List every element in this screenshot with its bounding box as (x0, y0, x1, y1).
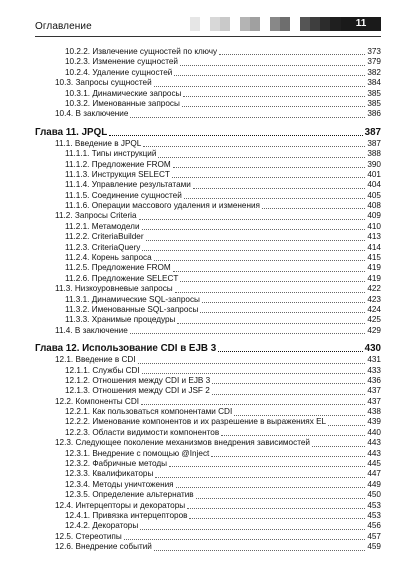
dot-leader (140, 529, 365, 530)
toc-entry-page: 424 (367, 304, 381, 314)
toc-entry (35, 305, 381, 315)
toc-entry (35, 78, 381, 88)
dot-leader (180, 65, 365, 66)
toc-entry-page: 445 (367, 459, 381, 469)
toc-entry-title: 10.4. В заключение (55, 109, 129, 119)
toc-entry-title: 12.3.2. Фабричные методы (65, 459, 168, 469)
toc-entry-title: 12.3.5. Определение альтернатив (65, 490, 194, 500)
toc-entry-title: 12.4.1. Привязка интерцепторов (65, 511, 188, 520)
toc-entry-page: 384 (367, 78, 381, 88)
toc-entry-title: 12.5. Стереотипы (55, 531, 122, 541)
toc-entry-page: 443 (367, 438, 381, 448)
toc-entry (35, 386, 381, 396)
dot-leader (169, 466, 365, 467)
dot-leader (173, 167, 366, 168)
toc-entry-page: 453 (367, 500, 381, 510)
toc-entry-title: 12.3.3. Квалификаторы (65, 469, 154, 479)
toc-entry-page: 459 (367, 542, 381, 552)
toc-entry-page: 422 (367, 284, 381, 294)
toc-entry-page: 440 (367, 427, 381, 437)
toc-entry-title: 12.3. Следующее поколение механизмов внедрения зависимостей (55, 438, 310, 448)
toc-entry-title: 11.4. В заключение (55, 325, 128, 335)
toc-entry (35, 89, 381, 99)
dot-leader (312, 446, 365, 447)
toc-entry (35, 542, 381, 552)
dot-leader (221, 435, 365, 436)
toc-entry-page: 388 (367, 149, 381, 159)
toc-entry (35, 222, 381, 232)
dot-leader (234, 415, 365, 416)
toc-entry-title: 10.3.1. Динамические запросы (65, 88, 182, 98)
dot-leader (175, 292, 366, 293)
toc-entry (35, 263, 381, 273)
toc-entry-title: 11.1. Введение в JPQL (55, 138, 142, 148)
toc-entry-page: 408 (367, 201, 381, 211)
table-of-contents (35, 47, 381, 553)
dot-leader (154, 550, 365, 551)
toc-entry-page: 415 (367, 253, 381, 263)
toc-entry-page: 386 (367, 109, 381, 119)
toc-entry (35, 170, 381, 180)
toc-entry-title: 11.3.2. Именованные SQL-запросы (65, 304, 199, 314)
dot-leader (130, 117, 365, 118)
dot-leader (130, 333, 366, 334)
dot-leader (211, 456, 365, 457)
dot-leader (158, 157, 365, 158)
toc-entry-page: 447 (367, 469, 381, 479)
toc-chapter-entry (35, 342, 381, 355)
toc-entry-title: 10.3. Запросы сущностей (55, 78, 152, 88)
dot-leader (141, 404, 365, 405)
toc-entry (35, 366, 381, 376)
dot-leader (180, 281, 365, 282)
toc-entry-page: 379 (367, 57, 381, 67)
toc-entry (35, 180, 381, 190)
toc-entry (35, 139, 381, 149)
toc-entry (35, 490, 381, 500)
dot-leader (196, 498, 366, 499)
toc-entry-title: 10.2.3. Изменение сущностей (65, 57, 179, 67)
toc-entry-title: 12.1. Введение в CDI (55, 355, 136, 365)
toc-entry (35, 109, 381, 119)
dot-leader (155, 477, 365, 478)
toc-entry-title: 12.2.2. Именование компонентов и их разрешение в выражениях EL (65, 417, 327, 427)
toc-entry-page: 457 (367, 531, 381, 541)
toc-entry-title: Глава 12. Использование CDI в EJB 3 (35, 343, 217, 355)
dot-leader (218, 351, 362, 352)
toc-entry (35, 418, 381, 428)
toc-entry-title: 12.1.1. Службы CDI (65, 365, 140, 375)
dot-leader (183, 96, 365, 97)
dot-leader (212, 394, 366, 395)
page-header (0, 0, 415, 40)
toc-entry-title: 11.2.3. CriteriaQuery (65, 242, 141, 252)
toc-entry-page: 387 (367, 138, 381, 148)
toc-entry-page: 453 (367, 511, 381, 520)
toc-entry (35, 68, 381, 78)
toc-entry (35, 284, 381, 294)
dot-leader (142, 229, 366, 230)
toc-entry-page: 438 (367, 407, 381, 417)
dot-leader (328, 425, 365, 426)
toc-entry-title: 11.2. Запросы Criteria (55, 211, 137, 221)
toc-entry-page: 437 (367, 386, 381, 396)
toc-entry-page: 401 (367, 169, 381, 179)
toc-entry-page: 439 (367, 417, 381, 427)
toc-entry-page: 433 (367, 365, 381, 375)
toc-entry (35, 243, 381, 253)
toc-entry (35, 57, 381, 67)
toc-entry (35, 438, 381, 448)
dot-leader (193, 188, 365, 189)
dot-leader (177, 323, 365, 324)
header-rule (35, 36, 381, 37)
toc-entry-title: 12.1.2. Отношения между CDI и EJB 3 (65, 375, 211, 385)
toc-entry (35, 449, 381, 459)
toc-entry (35, 469, 381, 479)
dot-leader (146, 240, 366, 241)
dot-leader (184, 198, 366, 199)
page-number: 11 (341, 17, 381, 31)
toc-entry-title: 11.2.4. Корень запроса (65, 253, 152, 263)
toc-entry-title: Глава 11. JPQL (35, 126, 108, 138)
toc-entry (35, 501, 381, 511)
toc-entry-page: 405 (367, 190, 381, 200)
toc-entry-page: 423 (367, 294, 381, 304)
toc-entry-page: 430 (364, 343, 381, 355)
toc-entry (35, 521, 381, 531)
toc-entry-page: 385 (367, 98, 381, 108)
toc-entry (35, 274, 381, 284)
toc-entry (35, 376, 381, 386)
dot-leader (262, 208, 365, 209)
toc-entry-title: 12.1.3. Отношения между CDI и JSF 2 (65, 386, 210, 396)
toc-entry (35, 232, 381, 242)
toc-entry-title: 11.2.5. Предложение FROM (65, 263, 171, 273)
toc-entry (35, 201, 381, 211)
toc-entry-page: 404 (367, 180, 381, 190)
toc-entry-title: 11.1.4. Управление результатами (65, 180, 191, 190)
toc-entry-title: 12.4.2. Декораторы (65, 521, 139, 531)
dot-leader (109, 135, 362, 136)
toc-entry (35, 191, 381, 201)
dot-leader (182, 106, 365, 107)
dot-leader (189, 518, 365, 519)
toc-entry (35, 47, 381, 57)
toc-entry-page: 449 (367, 479, 381, 489)
toc-entry-title: 11.3. Низкоуровневые запросы (55, 284, 173, 294)
dot-leader (124, 539, 366, 540)
toc-entry-page: 385 (367, 88, 381, 98)
toc-entry (35, 407, 381, 417)
dot-leader (187, 508, 365, 509)
toc-entry-title: 12.3.4. Методы уничтожения (65, 479, 174, 489)
toc-entry (35, 315, 381, 325)
toc-entry-page: 414 (367, 242, 381, 252)
dot-leader (142, 250, 365, 251)
toc-entry-title: 12.2. Компоненты CDI (55, 396, 140, 406)
toc-entry-page: 429 (367, 325, 381, 335)
toc-entry (35, 428, 381, 438)
toc-entry-title: 11.1.5. Соединение сущностей (65, 190, 182, 200)
toc-entry-title: 12.4. Интерцепторы и декораторы (55, 500, 186, 510)
toc-entry-page: 419 (367, 263, 381, 273)
toc-entry (35, 295, 381, 305)
dot-leader (212, 383, 365, 384)
toc-entry (35, 160, 381, 170)
dot-leader (176, 487, 366, 488)
toc-entry (35, 459, 381, 469)
dot-leader (219, 54, 365, 55)
toc-entry-title: 11.2.1. Метамодели (65, 221, 140, 231)
toc-entry-title: 11.1.2. Предложение FROM (65, 159, 171, 169)
toc-entry (35, 532, 381, 542)
toc-entry (35, 149, 381, 159)
toc-entry (35, 99, 381, 109)
toc-entry-page: 382 (367, 67, 381, 77)
toc-entry-page: 443 (367, 448, 381, 458)
toc-entry-title: 11.2.2. CriteriaBuilder (65, 232, 144, 242)
toc-entry-page: 431 (367, 355, 381, 365)
toc-entry (35, 355, 381, 365)
dot-leader (142, 373, 366, 374)
toc-entry-title: 10.2.2. Извлечение сущностей по ключу (65, 46, 218, 56)
dot-leader (154, 86, 366, 87)
toc-entry-page: 390 (367, 159, 381, 169)
toc-entry (35, 326, 381, 336)
dot-leader (154, 260, 366, 261)
toc-entry-title: 12.2.3. Области видимости компонентов (65, 427, 220, 437)
toc-entry-page: 387 (364, 126, 381, 138)
dot-leader (138, 363, 366, 364)
toc-entry-title: 11.1.1. Типы инструкций (65, 149, 157, 159)
toc-entry (35, 253, 381, 263)
toc-entry-page: 413 (367, 232, 381, 242)
dot-leader (202, 302, 365, 303)
dot-leader (174, 75, 365, 76)
toc-entry-title: 10.3.2. Именованные запросы (65, 98, 180, 108)
toc-entry-title: 11.1.6. Операции массового удаления и изменения (65, 201, 260, 211)
toc-entry-page: 373 (367, 46, 381, 56)
toc-entry-page: 437 (367, 396, 381, 406)
toc-entry (35, 480, 381, 490)
toc-entry-page: 436 (367, 375, 381, 385)
toc-entry-page: 456 (367, 521, 381, 531)
toc-entry-title: 11.3.3. Хранимые процедуры (65, 315, 176, 325)
toc-entry-title: 11.2.6. Предложение SELECT (65, 273, 179, 283)
toc-entry (35, 211, 381, 221)
toc-entry-title: 12.6. Внедрение событий (55, 542, 152, 552)
toc-entry-page: 450 (367, 490, 381, 500)
toc-entry-page: 419 (367, 273, 381, 283)
dot-leader (143, 146, 365, 147)
decorative-stripe-band (190, 17, 341, 31)
toc-chapter-entry (35, 126, 381, 139)
toc-entry-page: 409 (367, 211, 381, 221)
toc-entry-page: 410 (367, 221, 381, 231)
toc-entry-title: 12.3.1. Внедрение с помощью @Inject (65, 448, 210, 458)
dot-leader (139, 219, 366, 220)
toc-entry (35, 511, 381, 521)
toc-entry-title: 12.2.1. Как пользоваться компонентами CDI (65, 407, 233, 417)
toc-entry-title: 10.2.4. Удаление сущностей (65, 67, 173, 77)
dot-leader (200, 312, 365, 313)
dot-leader (173, 271, 366, 272)
toc-entry-title: 11.1.3. Инструкция SELECT (65, 169, 170, 179)
toc-entry (35, 397, 381, 407)
toc-entry-page: 425 (367, 315, 381, 325)
dot-leader (172, 177, 365, 178)
toc-entry-title: 11.3.1. Динамические SQL-запросы (65, 294, 200, 304)
running-title: Оглавление (35, 21, 92, 32)
